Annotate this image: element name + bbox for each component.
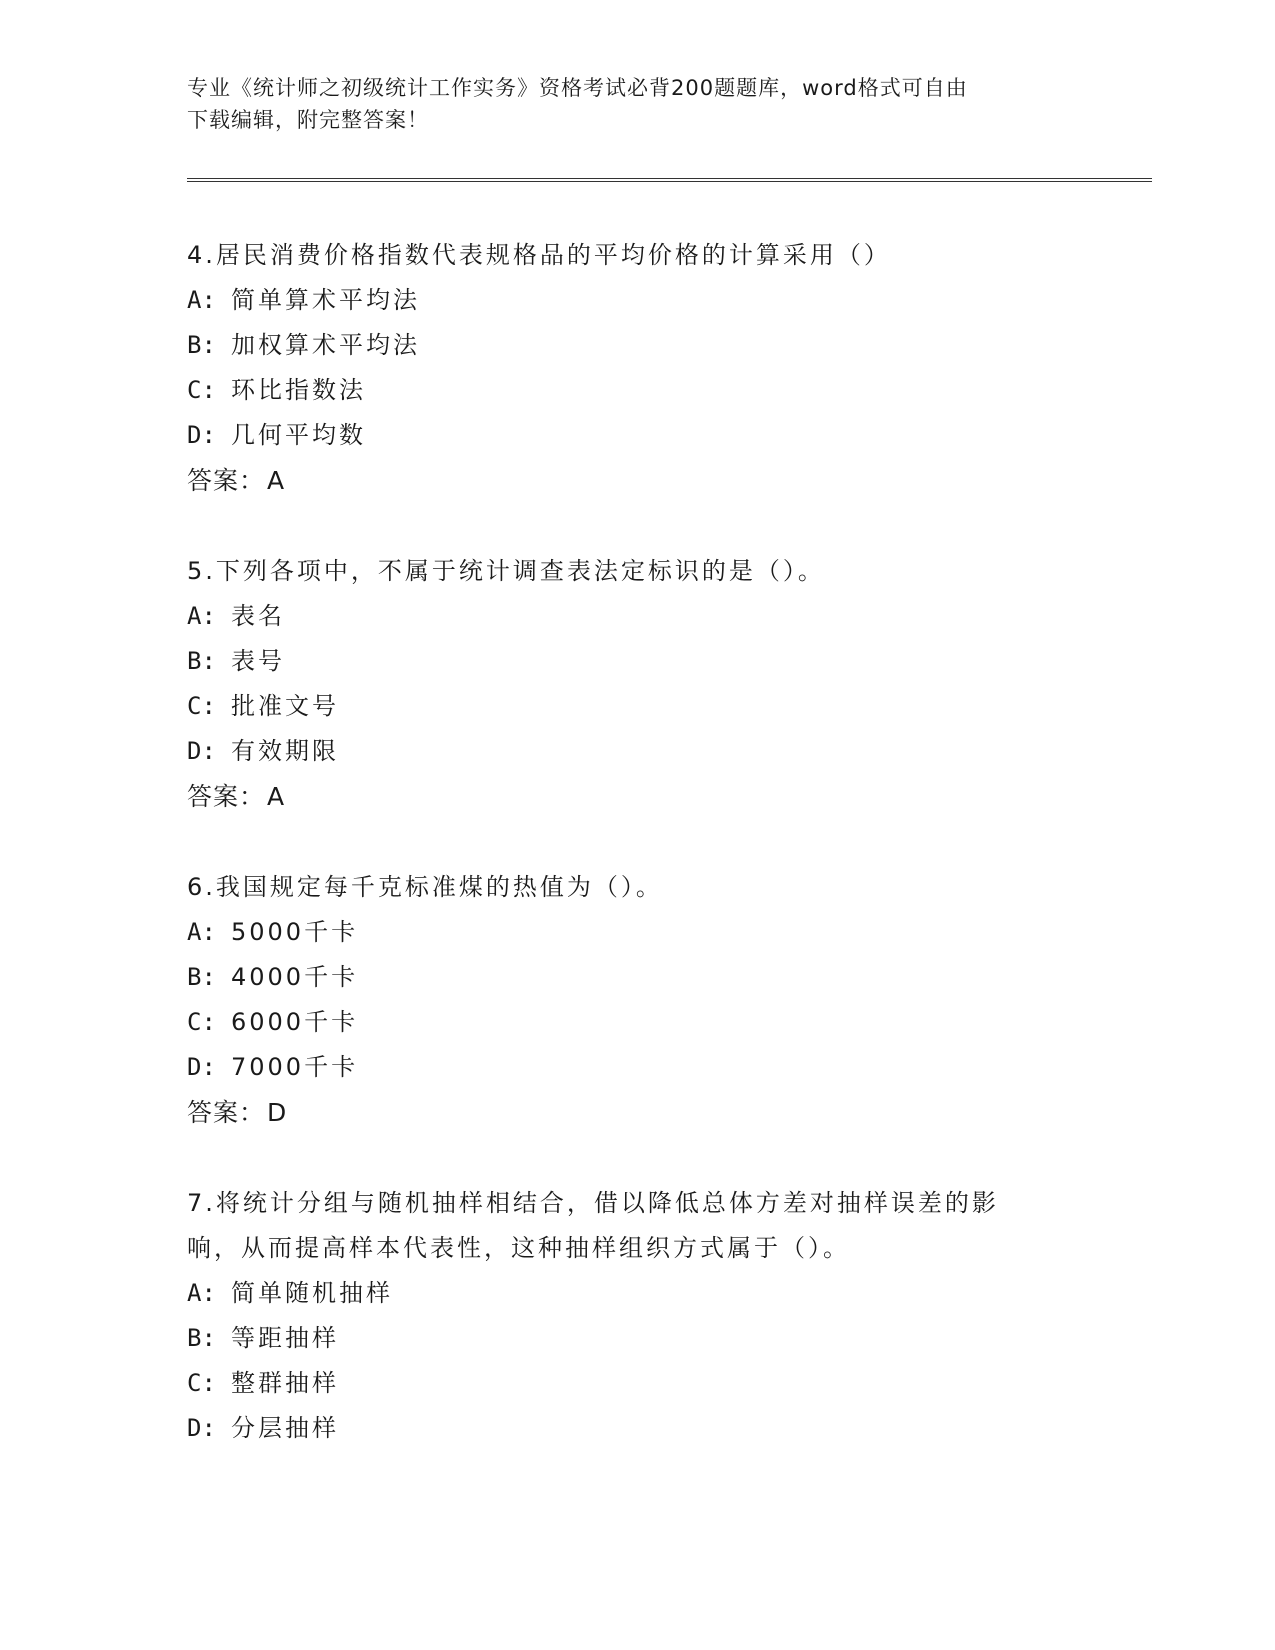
option-a <box>187 1271 1087 1316</box>
option-letter: B: <box>187 647 216 675</box>
option-text: 批准文号 <box>231 692 339 720</box>
answer-label: 答案： <box>187 782 266 811</box>
question-list <box>187 233 1087 1497</box>
option-text: 等距抽样 <box>231 1324 339 1352</box>
option-text: 简单随机抽样 <box>231 1279 393 1307</box>
option-letter: D: <box>187 737 216 765</box>
option-text: 7000千卡 <box>231 1053 359 1081</box>
option-letter: A: <box>187 1279 216 1307</box>
answer-label: 答案： <box>187 466 266 495</box>
option-c <box>187 1361 1087 1406</box>
option-text: 分层抽样 <box>231 1414 339 1442</box>
option-letter: C: <box>187 1008 216 1036</box>
option-text: 加权算术平均法 <box>231 331 420 359</box>
option-text: 环比指数法 <box>231 376 366 404</box>
option-letter: C: <box>187 376 216 404</box>
question-7 <box>187 1181 1087 1451</box>
header-title-line-2: 下载编辑，附完整答案！ <box>187 108 429 132</box>
option-c <box>187 1000 1087 1045</box>
option-letter: C: <box>187 692 216 720</box>
question-stem: 5.下列各项中，不属于统计调查表法定标识的是（）。 <box>187 557 825 585</box>
option-letter: A: <box>187 602 216 630</box>
option-a <box>187 910 1087 955</box>
option-letter: B: <box>187 331 216 359</box>
option-text: 整群抽样 <box>231 1369 339 1397</box>
answer-line <box>187 458 1087 503</box>
option-d <box>187 1045 1087 1090</box>
option-d <box>187 413 1087 458</box>
option-letter: B: <box>187 1324 216 1352</box>
document-header <box>187 72 1087 136</box>
header-divider <box>187 178 1152 182</box>
answer-line <box>187 1090 1087 1135</box>
option-text: 有效期限 <box>231 737 339 765</box>
option-letter: D: <box>187 1053 216 1081</box>
question-stem-line-2: 响，从而提高样本代表性，这种抽样组织方式属于（）。 <box>187 1234 850 1262</box>
option-b <box>187 639 1087 684</box>
option-letter: D: <box>187 421 216 449</box>
option-b <box>187 1316 1087 1361</box>
option-text: 4000千卡 <box>231 963 359 991</box>
answer-value: A <box>267 782 286 811</box>
answer-label: 答案： <box>187 1098 266 1127</box>
option-text: 表名 <box>231 602 285 630</box>
option-text: 几何平均数 <box>231 421 366 449</box>
option-letter: B: <box>187 963 216 991</box>
question-6 <box>187 865 1087 1135</box>
header-title-line-1: 专业《统计师之初级统计工作实务》资格考试必背200题题库，word格式可自由 <box>187 76 968 100</box>
option-a <box>187 594 1087 639</box>
option-text: 简单算术平均法 <box>231 286 420 314</box>
option-letter: C: <box>187 1369 216 1397</box>
answer-value: A <box>267 466 286 495</box>
question-stem: 4.居民消费价格指数代表规格品的平均价格的计算采用（） <box>187 241 891 269</box>
question-stem-line-1: 7.将统计分组与随机抽样相结合，借以降低总体方差对抽样误差的影 <box>187 1189 999 1217</box>
option-b <box>187 955 1087 1000</box>
option-c <box>187 368 1087 413</box>
option-b <box>187 323 1087 368</box>
option-text: 表号 <box>231 647 285 675</box>
question-stem: 6.我国规定每千克标准煤的热值为（）。 <box>187 873 663 901</box>
option-text: 6000千卡 <box>231 1008 359 1036</box>
option-letter: A: <box>187 286 216 314</box>
option-c <box>187 684 1087 729</box>
option-letter: A: <box>187 918 216 946</box>
question-5 <box>187 549 1087 819</box>
option-d <box>187 1406 1087 1451</box>
answer-line <box>187 774 1087 819</box>
option-text: 5000千卡 <box>231 918 359 946</box>
answer-value: D <box>267 1098 288 1127</box>
option-a <box>187 278 1087 323</box>
question-4 <box>187 233 1087 503</box>
option-letter: D: <box>187 1414 216 1442</box>
option-d <box>187 729 1087 774</box>
